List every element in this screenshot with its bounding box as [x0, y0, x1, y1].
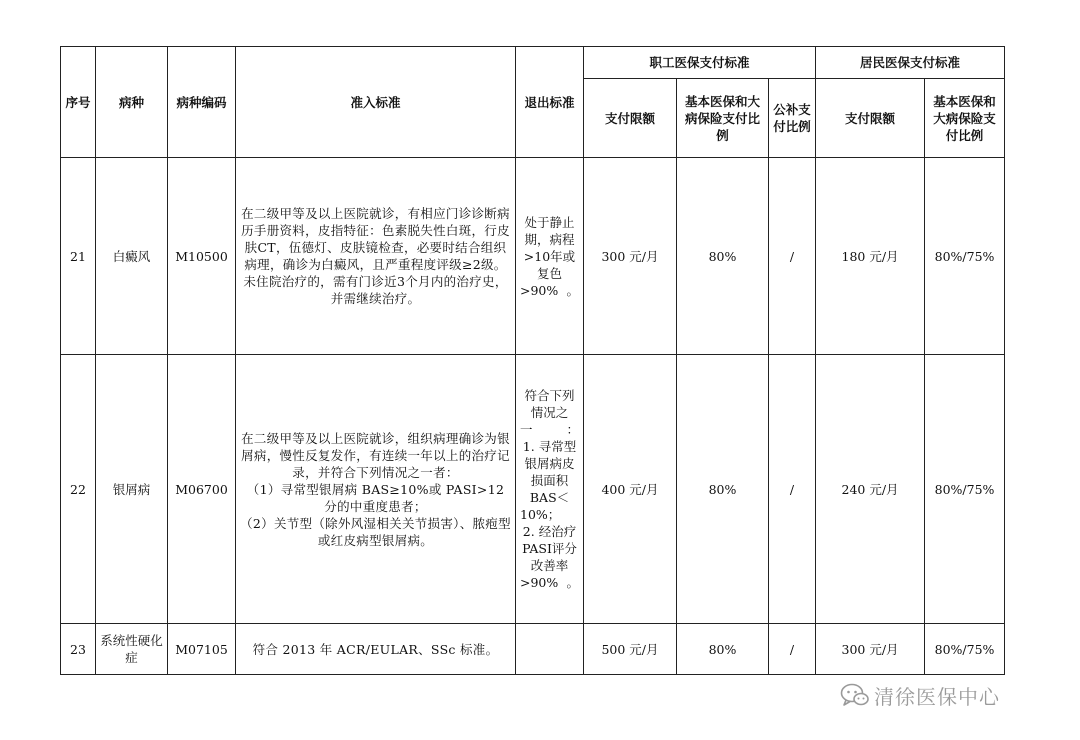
- cell-exit: 符合下列情况之一： 1. 寻常型银屑病皮损面积BAS＜10%； 2. 经治疗PASI评分改善率>90%。: [516, 355, 584, 624]
- cell-seq: 23: [61, 624, 96, 675]
- cell-emp-public: /: [769, 158, 816, 355]
- entry-line: 在二级甲等及以上医院就诊，组织病理确诊为银屑病，慢性反复发作，有连续一年以上的治疗记录，并符合下列情况之一者：: [241, 430, 510, 480]
- table-row: [61, 158, 1005, 355]
- cell-code: M10500: [168, 158, 236, 355]
- table-row: [61, 624, 1005, 675]
- cell-res-limit: 240 元/月: [816, 355, 925, 624]
- cell-exit: [516, 624, 584, 675]
- header-res-limit: 支付限额: [816, 79, 925, 158]
- cell-emp-ratio: 80%: [677, 158, 769, 355]
- cell-emp-limit: 400 元/月: [584, 355, 677, 624]
- header-emp-limit: 支付限额: [584, 79, 677, 158]
- medical-insurance-table: [60, 46, 1005, 675]
- header-seq: 序号: [61, 47, 96, 158]
- cell-entry: [236, 355, 516, 624]
- cell-res-limit: 180 元/月: [816, 158, 925, 355]
- entry-line: （2）关节型（除外风湿相关关节损害）、脓疱型或红皮病型银屑病。: [240, 515, 511, 548]
- cell-seq: 22: [61, 355, 96, 624]
- watermark: [840, 680, 1060, 710]
- cell-entry: 在二级甲等及以上医院就诊，有相应门诊诊断病历手册资料，皮指特征：色素脱失性白斑，行皮肤CT，伍德灯、皮肤镜检查，必要时结合组织病理，确诊为白癜风，且严重程度评级≥2级。未住院治疗的，需有门诊近3个月内的治疗史，并需继续治疗。: [236, 158, 516, 355]
- cell-res-ratio: 80%/75%: [925, 158, 1005, 355]
- header-resident-group: 居民医保支付标准: [816, 47, 1005, 79]
- entry-line: （1）寻常型银屑病 BAS≥10%或 PASI>12 分的中重度患者；: [246, 481, 505, 514]
- header-row-1: [61, 47, 1005, 79]
- cell-emp-ratio: 80%: [677, 355, 769, 624]
- cell-code: M07105: [168, 624, 236, 675]
- cell-emp-public: /: [769, 355, 816, 624]
- header-disease: 病种: [96, 47, 168, 158]
- header-code: 病种编码: [168, 47, 236, 158]
- cell-emp-limit: 300 元/月: [584, 158, 677, 355]
- header-entry: 准入标准: [236, 47, 516, 158]
- wechat-icon: [840, 682, 870, 708]
- cell-code: M06700: [168, 355, 236, 624]
- table-row: [61, 355, 1005, 624]
- header-res-ratio: 基本医保和大病保险支付比例: [925, 79, 1005, 158]
- cell-emp-ratio: 80%: [677, 624, 769, 675]
- cell-disease: 系统性硬化症: [96, 624, 168, 675]
- cell-emp-limit: 500 元/月: [584, 624, 677, 675]
- header-emp-ratio: 基本医保和大病保险支付比例: [677, 79, 769, 158]
- cell-seq: 21: [61, 158, 96, 355]
- watermark-text: 清徐医保中心: [874, 684, 1000, 709]
- header-employee-group: 职工医保支付标准: [584, 47, 816, 79]
- cell-exit: 处于静止期，病程>10年或复色>90%。: [516, 158, 584, 355]
- cell-res-ratio: 80%/75%: [925, 624, 1005, 675]
- cell-entry: 符合 2013 年 ACR/EULAR、SSc 标准。: [236, 624, 516, 675]
- cell-disease: 银屑病: [96, 355, 168, 624]
- cell-res-ratio: 80%/75%: [925, 355, 1005, 624]
- cell-disease: 白癜风: [96, 158, 168, 355]
- header-exit: 退出标准: [516, 47, 584, 158]
- header-emp-public: 公补支付比例: [769, 79, 816, 158]
- cell-emp-public: /: [769, 624, 816, 675]
- cell-res-limit: 300 元/月: [816, 624, 925, 675]
